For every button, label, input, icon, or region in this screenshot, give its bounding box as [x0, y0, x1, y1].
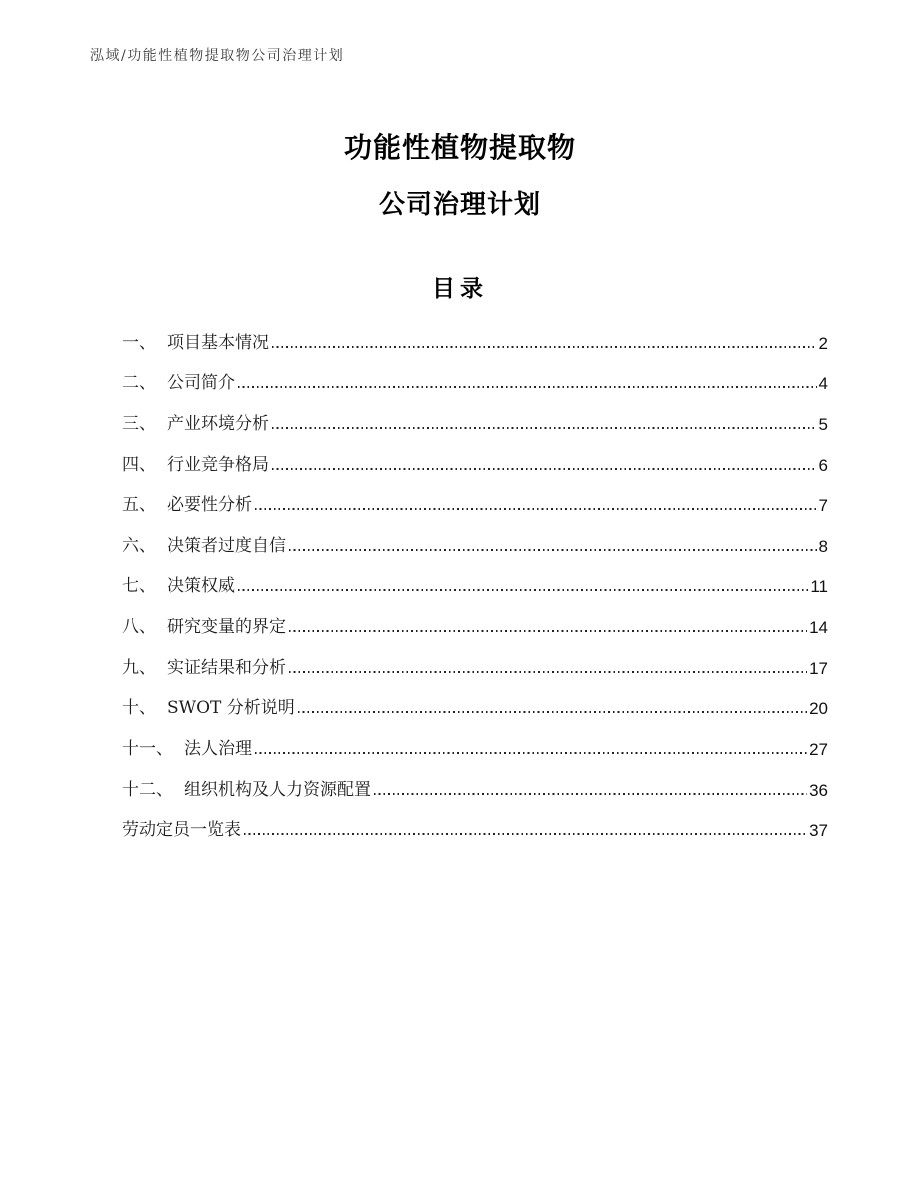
- toc-entry-title: 产业环境分析: [167, 413, 269, 434]
- toc-leader-dots: [289, 630, 807, 632]
- toc-entry-number: 十二、: [122, 779, 173, 800]
- toc-entry-number: 五、: [122, 495, 156, 516]
- toc-leader-dots: [272, 468, 817, 470]
- toc-page-number: 37: [809, 821, 828, 841]
- toc-leader-dots: [238, 386, 817, 388]
- toc-entry[interactable]: [122, 352, 828, 393]
- toc-entry-number: 四、: [122, 454, 156, 475]
- toc-entry-title: 公司简介: [167, 373, 235, 394]
- toc-leader-dots: [272, 427, 817, 429]
- toc-entry[interactable]: [122, 555, 828, 596]
- toc-entry-number: 七、: [122, 576, 156, 597]
- toc-entry-title: 行业竞争格局: [167, 454, 269, 475]
- toc-leader-dots: [289, 671, 807, 673]
- toc-entry-number: 九、: [122, 657, 156, 678]
- toc-page-number: 14: [809, 618, 828, 638]
- toc-entry-number: 六、: [122, 535, 156, 556]
- toc-entry[interactable]: [122, 514, 828, 555]
- toc-entry-title: 组织机构及人力资源配置: [184, 779, 371, 800]
- toc-page-number: 27: [809, 740, 828, 760]
- toc-page-number: 20: [809, 699, 828, 719]
- toc-entry-title: 项目基本情况: [167, 332, 269, 353]
- toc-entry-title: 决策者过度自信: [167, 535, 286, 556]
- toc-page-number: 8: [818, 536, 828, 556]
- toc-entry[interactable]: [122, 636, 828, 677]
- toc-entry[interactable]: [122, 311, 828, 352]
- toc-page-number: 36: [809, 780, 828, 800]
- toc-leader-dots: [255, 508, 817, 510]
- toc-leader-dots: [374, 793, 807, 795]
- toc-leader-dots: [255, 752, 807, 754]
- document-title-line2: 公司治理计划: [378, 189, 541, 219]
- toc-heading: 目录: [432, 275, 488, 301]
- toc-page-number: 4: [818, 374, 828, 394]
- toc-entry[interactable]: [122, 799, 828, 840]
- toc-page-number: 2: [818, 333, 828, 353]
- toc-entry[interactable]: [122, 595, 828, 636]
- document-title-line1: 功能性植物提取物: [343, 132, 576, 163]
- toc-leader-dots: [244, 833, 807, 835]
- toc-entry-title: 研究变量的界定: [167, 617, 286, 638]
- toc-leader-dots: [238, 589, 808, 591]
- toc-entry-title: 决策权威: [167, 576, 235, 597]
- toc-entry-title: 实证结果和分析: [167, 657, 286, 678]
- toc-entry[interactable]: [122, 474, 828, 515]
- toc-leader-dots: [272, 346, 817, 348]
- toc-entry-number: 八、: [122, 617, 156, 638]
- toc-entry[interactable]: [122, 758, 828, 799]
- toc-page-number: 6: [818, 455, 828, 475]
- toc-entry-title: 劳动定员一览表: [122, 820, 241, 841]
- toc-list: [122, 311, 828, 839]
- toc-entry-number: 二、: [122, 373, 156, 394]
- toc-entry-number: 十一、: [122, 739, 173, 760]
- toc-entry[interactable]: [122, 717, 828, 758]
- document-header-text: 泓域/功能性植物提取物公司治理计划: [90, 48, 345, 64]
- toc-leader-dots: [289, 549, 817, 551]
- toc-entry-number: 十、: [122, 698, 156, 719]
- toc-page-number: 5: [818, 414, 828, 434]
- toc-entry-title: 必要性分析: [167, 495, 252, 516]
- toc-entry[interactable]: [122, 677, 828, 718]
- toc-entry[interactable]: [122, 433, 828, 474]
- toc-entry-number: 三、: [122, 413, 156, 434]
- toc-entry[interactable]: [122, 392, 828, 433]
- toc-entry-title: SWOT 分析说明: [167, 698, 295, 719]
- toc-page-number: 7: [818, 496, 828, 516]
- toc-entry-number: 一、: [122, 332, 156, 353]
- toc-page-number: 17: [809, 658, 828, 678]
- toc-page-number: 11: [810, 577, 828, 597]
- toc-entry-title: 法人治理: [184, 739, 252, 760]
- toc-leader-dots: [298, 711, 807, 713]
